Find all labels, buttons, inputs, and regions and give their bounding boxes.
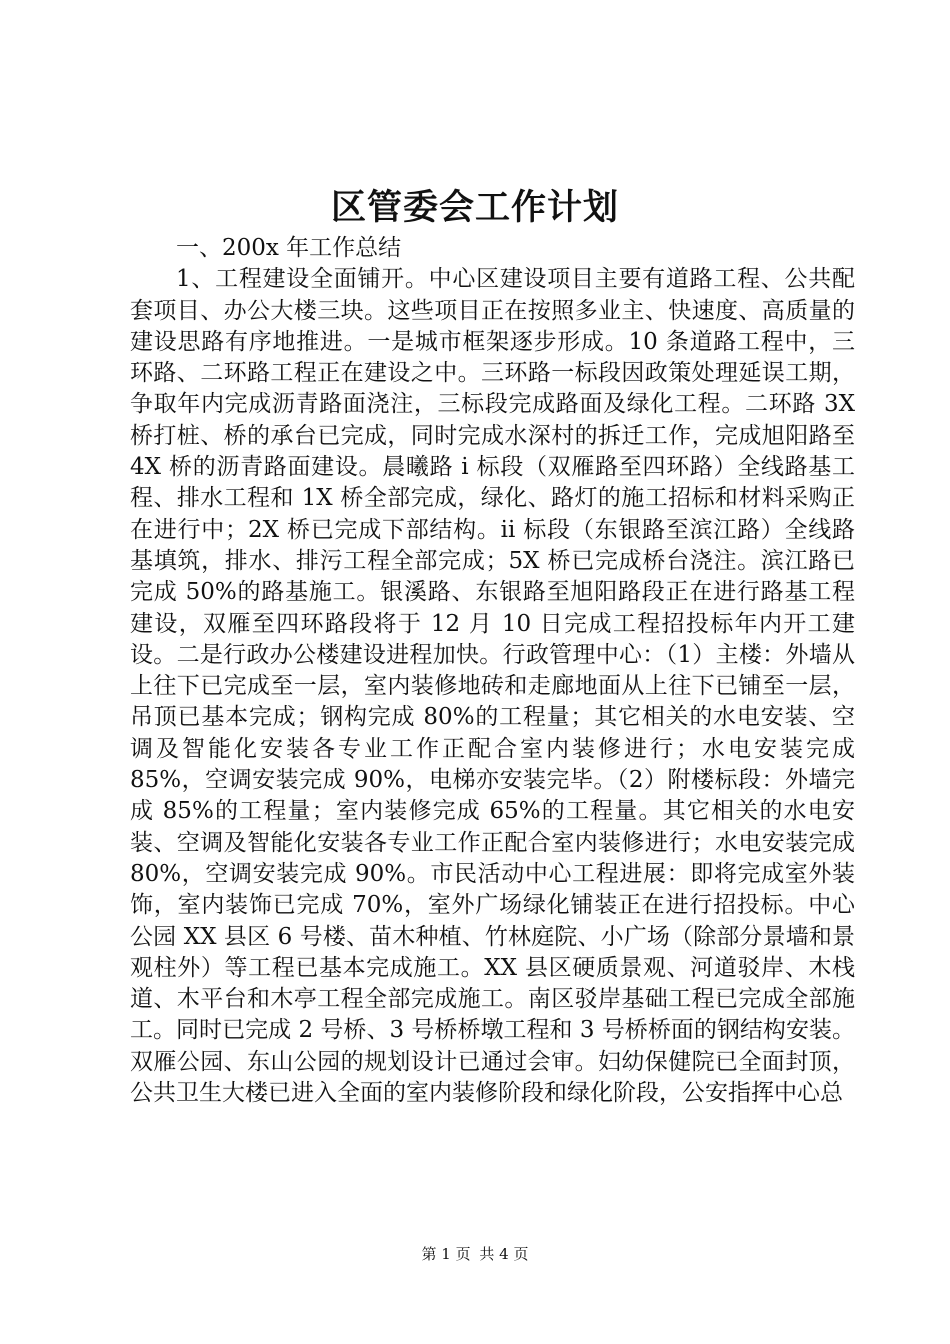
body-paragraph: 1、工程建设全面铺开。中心区建设项目主要有道路工程、公共配套项目、办公大楼三块。这些项目正在按照多业主、快速度、高质量的建设思路有序地推进。一是城市框架逐步形成。10 条道路工程中，三环路、二环路工程正在建设之中。三环路一标段因政策处理延误工期，争取年内完成沥青路面浇注，三标段完成路面及绿化工程。二环路 3X 桥打桩、桥的承台已完成，同时完成水深村的拆迁工作，完成旭阳路至 4X 桥的沥青路面建设。晨曦路 i 标段（双雁路至四环路）全线路基工程、排水工程和 1X 桥全部完成，绿化、路灯的施工招标和材料采购正在进行中；2X 桥已完成下部结构。ii 标段（东银路至滨江路）全线路基填筑，排水、排污工程全部完成；5X 桥已完成桥台浇注。滨江路已完成 50%的路基施工。银溪路、东银路至旭阳路段正在进行路基工程建设，双雁至四环路段将于 12 月 10 日完成工程招投标年内开工建设。二是行政办公楼建设进程加快。行政管理中心：（1）主楼：外墙从上往下已完成至一层，室内装修地砖和走廊地面从上往下已铺至一层，吊顶已基本完成；钢构完成 80%的工程量；其它相关的水电安装、空调及智能化安装各专业工作正配合室内装修进行；水电安装完成 85%，空调安装完成 90%，电梯亦安装完毕。（2）附楼标段：外墙完成 85%的工程量；室内装修完成 65%的工程量。其它相关的水电安装、空调及智能化安装各专业工作正配合室内装修进行；水电安装完成 80%，空调安装完成 90%。市民活动中心工程进展：即将完成室外装饰，室内装饰已完成 70%，室外广场绿化铺装正在进行招投标。中心公园 XX 县区 6 号楼、苗木种植、竹林庭院、小广场（除部分景墙和景观柱外）等工程已基本完成施工。XX 县区硬质景观、河道驳岸、木栈道、木平台和木亭工程全部完成施工。南区驳岸基础工程已完成全部施工。同时已完成 2 号桥、3 号桥桥墩工程和 3 号桥桥面的钢结构安装。双雁公园、东山公园的规划设计已通过会审。妇幼保健院已全面封顶，公共卫生大楼已进入全面的室内装修阶段和绿化阶段，公安指挥中心总 bbox=[130, 266, 855, 1107]
page-total: 共 4 页 bbox=[479, 1245, 529, 1263]
page-footer bbox=[0, 1244, 950, 1264]
section-heading: 一、200x 年工作总结 bbox=[176, 235, 402, 261]
document-body bbox=[130, 233, 855, 1109]
document-title: 区管委会工作计划 bbox=[330, 187, 619, 228]
page-number: 第 1 页 bbox=[421, 1245, 471, 1263]
